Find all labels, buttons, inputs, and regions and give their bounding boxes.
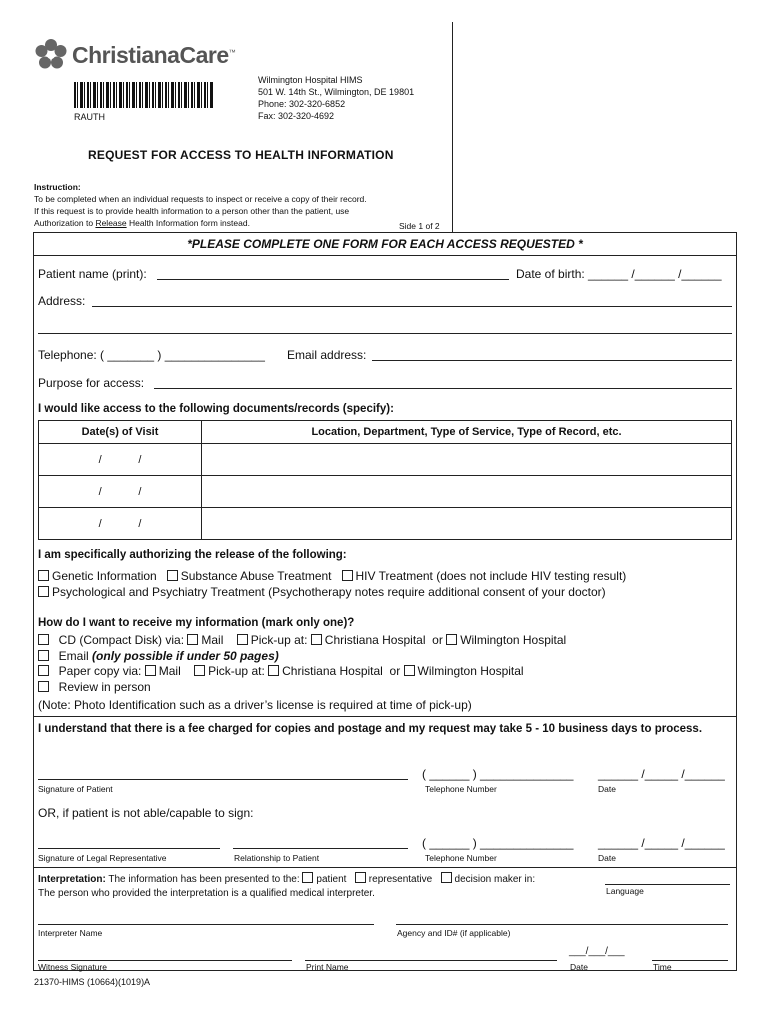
paper-checkbox[interactable] [38, 665, 49, 676]
patient-signature-field[interactable] [38, 779, 408, 780]
date-label: Date [598, 853, 616, 863]
interp-patient-checkbox[interactable] [302, 872, 313, 883]
banner: *PLEASE COMPLETE ONE FORM FOR EACH ACCESS REQUESTED * [187, 237, 583, 251]
representative-instruction: OR, if patient is not able/capable to sign: [38, 806, 254, 820]
hospital-address [258, 74, 414, 122]
date-label: Date [598, 784, 616, 794]
representative-phone-field[interactable]: ( ______ ) ______________ [422, 836, 574, 850]
witness-date-field[interactable]: ___/___/___ [569, 946, 625, 957]
cd-label: CD (Compact Disk) via: [58, 633, 185, 647]
divider [33, 716, 737, 717]
record-details-cell[interactable] [202, 508, 732, 540]
psych-checkbox[interactable] [38, 586, 49, 597]
visit-date-cell[interactable]: / / [39, 476, 202, 508]
interpretation-text: The information has been presented to the: [108, 874, 300, 885]
christiana-label: Christiana Hospital [282, 664, 383, 678]
documents-table [38, 420, 732, 540]
date-of-birth-field[interactable]: Date of birth: ______ /______ /______ [516, 267, 722, 281]
address-line: Phone: 302-320-6852 [258, 99, 346, 109]
logo-flower-icon [34, 38, 68, 72]
cd-pickup-checkbox[interactable] [237, 634, 248, 645]
instruction-text: Authorization to [34, 218, 96, 228]
form-code: 21370-HIMS (10664)(1019)A [34, 977, 151, 987]
wilmington-label: Wilmington Hospital [417, 664, 524, 678]
interp-representative-checkbox[interactable] [355, 872, 366, 883]
substance-label: Substance Abuse Treatment [180, 569, 332, 583]
witness-signature-label: Witness Signature [38, 962, 107, 972]
instruction-text: Health Information form instead. [126, 218, 250, 228]
decision-maker-label: decision maker in: [454, 874, 536, 885]
interpreter-qualified-text: The person who provided the interpretation is a qualified medical interpreter. [38, 888, 375, 899]
representative-date-field[interactable]: ______ /_____ /______ [598, 836, 725, 850]
substance-checkbox[interactable] [167, 570, 178, 581]
agency-label: Agency and ID# (if applicable) [397, 928, 511, 938]
print-name-label: Print Name [306, 962, 349, 972]
email-option-row [38, 649, 279, 663]
hiv-label: HIV Treatment (does not include HIV testing result) [355, 569, 627, 583]
visit-date-cell[interactable]: / / [39, 444, 202, 476]
pickup-label: Pick-up at: [208, 664, 265, 678]
genetic-checkbox[interactable] [38, 570, 49, 581]
email-option-label: Email [58, 649, 89, 663]
side-label: Side 1 of 2 [399, 221, 440, 231]
paper-mail-checkbox[interactable] [145, 665, 156, 676]
telephone-number-label: Telephone Number [425, 853, 497, 863]
cd-mail-checkbox[interactable] [187, 634, 198, 645]
hiv-checkbox[interactable] [342, 570, 353, 581]
release-options-row [38, 585, 606, 599]
header-divider [452, 22, 453, 232]
paper-pickup-checkbox[interactable] [194, 665, 205, 676]
review-option-row [38, 680, 151, 694]
paper-christiana-checkbox[interactable] [268, 665, 279, 676]
release-link: Release [95, 218, 127, 228]
witness-date-label: Date [570, 962, 588, 972]
patient-phone-field[interactable]: ( ______ ) ______________ [422, 767, 574, 781]
christianacare-logo [34, 38, 236, 78]
column-header: Date(s) of Visit [39, 421, 202, 444]
language-field[interactable] [605, 884, 730, 885]
patient-date-field[interactable]: ______ /_____ /______ [598, 767, 725, 781]
witness-signature-field[interactable] [38, 960, 292, 961]
representative-label: representative [368, 874, 433, 885]
documents-heading: I would like access to the following documents/records (specify): [38, 403, 394, 415]
barcode-label: RAUTH [74, 112, 105, 122]
agency-field[interactable] [396, 924, 728, 925]
interpreter-name-label: Interpreter Name [38, 928, 103, 938]
table-row [39, 444, 732, 476]
relationship-field[interactable] [233, 848, 408, 849]
patient-label: patient [316, 874, 347, 885]
visit-date-cell[interactable]: / / [39, 508, 202, 540]
psych-label: Psychological and Psychiatry Treatment (Psychotherapy notes require additional consent of your doctor) [52, 585, 606, 599]
representative-signature-field[interactable] [38, 848, 220, 849]
address-field-2[interactable] [38, 333, 732, 334]
fee-statement: I understand that there is a fee charged for copies and postage and my request may take 5 - 10 business days to process. [38, 723, 703, 735]
telephone-number-label: Telephone Number [425, 784, 497, 794]
review-checkbox[interactable] [38, 681, 49, 692]
paper-wilmington-checkbox[interactable] [404, 665, 415, 676]
paper-option-row [38, 664, 524, 678]
purpose-label: Purpose for access: [38, 376, 145, 390]
christiana-label: Christiana Hospital [324, 633, 426, 647]
wilmington-label: Wilmington Hospital [460, 633, 567, 647]
witness-time-label: Time [653, 962, 672, 972]
release-options-row [38, 569, 626, 583]
signature-patient-label: Signature of Patient [38, 784, 113, 794]
address-label: Address: [38, 294, 86, 308]
cd-checkbox[interactable] [38, 634, 49, 645]
email-field[interactable] [372, 360, 732, 361]
or-label: or [389, 664, 401, 678]
address-line: Wilmington Hospital HIMS [258, 75, 363, 85]
interpretation-row [38, 872, 535, 885]
divider [33, 255, 737, 256]
form-title: REQUEST FOR ACCESS TO HEALTH INFORMATION [88, 148, 394, 162]
column-header: Location, Department, Type of Service, Type of Record, etc. [202, 421, 732, 444]
table-row [39, 508, 732, 540]
or-label: or [432, 633, 443, 647]
patient-name-label: Patient name (print): [38, 267, 147, 281]
genetic-label: Genetic Information [52, 569, 157, 583]
paper-label: Paper copy via: [58, 664, 142, 678]
divider [33, 867, 737, 868]
instruction-label: Instruction: [34, 182, 81, 192]
email-note: (only possible if under 50 pages) [92, 649, 279, 663]
email-label: Email address: [287, 348, 367, 362]
interp-decision-checkbox[interactable] [441, 872, 452, 883]
cd-wilmington-checkbox[interactable] [446, 634, 457, 645]
mail-label: Mail [158, 664, 181, 678]
release-heading: I am specifically authorizing the release of the following: [38, 549, 347, 561]
pickup-label: Pick-up at: [250, 633, 308, 647]
logo-trademark: ™ [228, 49, 236, 57]
witness-time-field[interactable] [652, 960, 728, 961]
address-line: 501 W. 14th St., Wilmington, DE 19801 [258, 87, 415, 97]
address-field[interactable] [92, 306, 732, 307]
record-details-cell[interactable] [202, 476, 732, 508]
record-details-cell[interactable] [202, 444, 732, 476]
logo-wordmark: ChristianaCare [72, 42, 229, 68]
cd-option-row [38, 633, 566, 647]
photo-id-note: (Note: Photo Identification such as a driver’s license is required at time of pick-up) [38, 698, 472, 712]
language-label: Language [606, 886, 644, 896]
instruction-line: To be completed when an individual requests to inspect or receive a copy of their record. [34, 194, 367, 204]
telephone-field[interactable]: Telephone: ( _______ ) _______________ [38, 348, 265, 362]
cd-christiana-checkbox[interactable] [311, 634, 322, 645]
relationship-label: Relationship to Patient [234, 853, 320, 863]
interpreter-name-field[interactable] [38, 924, 374, 925]
interpretation-label: Interpretation: [38, 874, 106, 885]
email-checkbox[interactable] [38, 650, 49, 661]
purpose-field[interactable] [154, 388, 732, 389]
review-label: Review in person [58, 680, 151, 694]
patient-name-field[interactable] [157, 279, 509, 280]
barcode [74, 82, 214, 108]
address-line: Fax: 302-320-4692 [258, 111, 335, 121]
print-name-field[interactable] [305, 960, 557, 961]
signature-representative-label: Signature of Legal Representative [38, 853, 167, 863]
instructions [34, 181, 434, 229]
instruction-line: If this request is to provide health information to a person other than the patient, use [34, 206, 350, 216]
table-row [39, 476, 732, 508]
receive-heading: How do I want to receive my information (mark only one)? [38, 617, 355, 629]
mail-label: Mail [201, 633, 224, 647]
